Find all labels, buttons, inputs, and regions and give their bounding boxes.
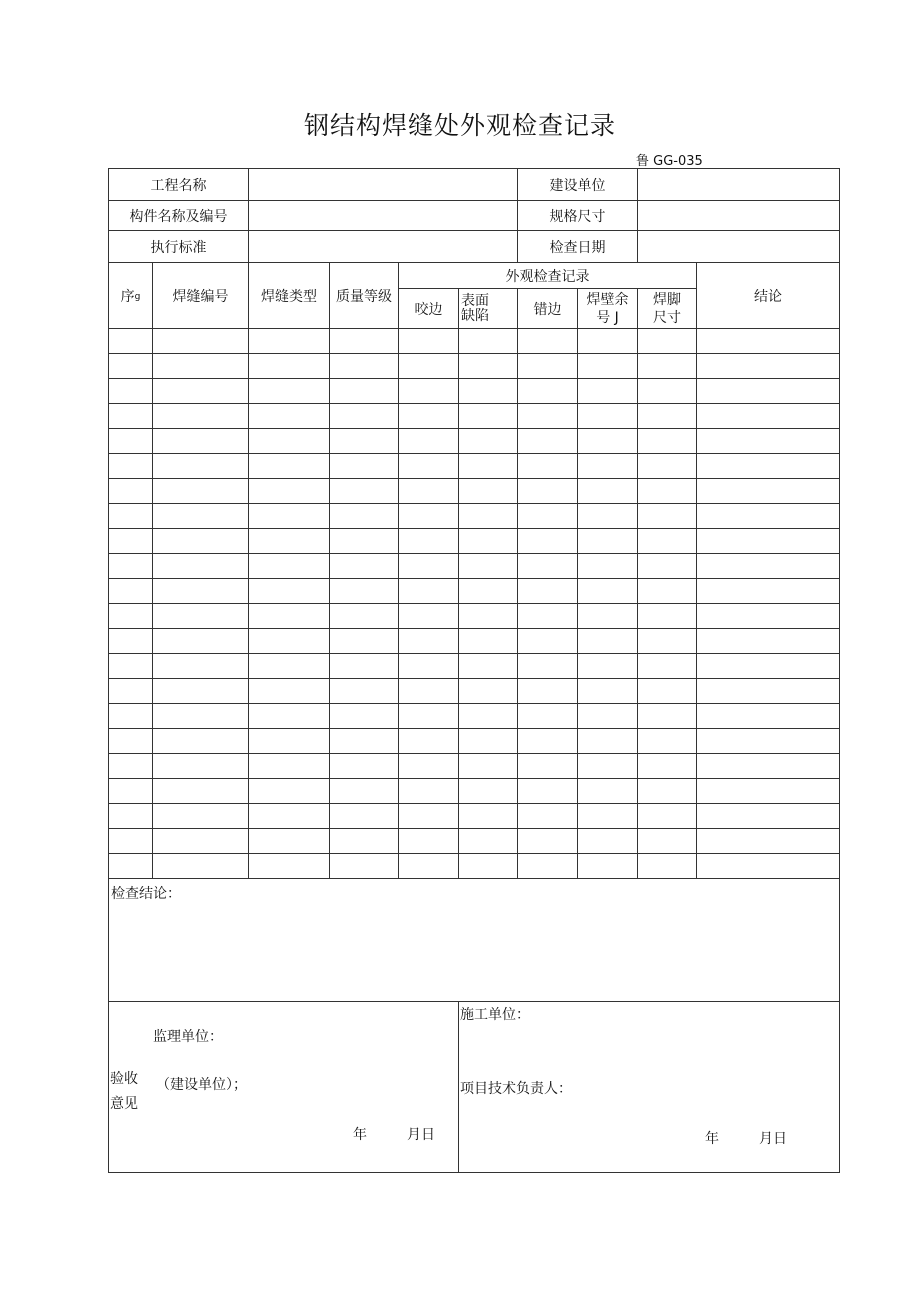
col-misalign: 错边 [518,289,578,329]
table-cell[interactable] [638,629,697,654]
table-cell[interactable] [109,329,153,354]
table-row [109,629,840,654]
right-month-day: 月日 [759,1131,787,1147]
table-cell[interactable] [638,504,697,529]
table-cell[interactable] [399,529,459,554]
table-cell[interactable] [109,379,153,404]
build-unit-label: 建设单位 [518,169,638,201]
table-cell[interactable] [638,529,697,554]
table-cell[interactable] [697,729,840,754]
table-cell[interactable] [518,429,578,454]
conclusion-label: 检查结论： [111,886,181,902]
table-cell[interactable] [459,854,518,879]
table-cell[interactable] [638,354,697,379]
table-cell[interactable] [109,429,153,454]
table-cell[interactable] [578,554,638,579]
table-row [109,804,840,829]
table-cell[interactable] [697,829,840,854]
table-cell[interactable] [249,829,330,854]
table-cell[interactable] [518,729,578,754]
table-cell[interactable] [330,704,399,729]
table-cell[interactable] [578,654,638,679]
table-cell[interactable] [638,754,697,779]
table-cell[interactable] [459,454,518,479]
component-name-label: 构件名称及编号 [109,201,249,231]
table-cell[interactable] [459,729,518,754]
table-cell[interactable] [153,504,249,529]
table-cell[interactable] [638,479,697,504]
table-cell[interactable] [518,479,578,504]
table-cell[interactable] [697,429,840,454]
page-title: 钢结构焊缝处外观检查记录 [303,111,616,140]
form-code: 鲁 GG-035 [636,154,703,169]
table-cell[interactable] [249,804,330,829]
table-row [109,379,840,404]
table-cell[interactable] [518,704,578,729]
table-cell[interactable] [459,529,518,554]
table-cell[interactable] [638,379,697,404]
table-row [109,454,840,479]
table-cell[interactable] [578,529,638,554]
table-cell[interactable] [518,679,578,704]
table-cell[interactable] [578,729,638,754]
table-cell[interactable] [578,454,638,479]
table-cell[interactable] [697,654,840,679]
table-cell[interactable] [330,604,399,629]
table-cell[interactable] [249,629,330,654]
table-cell[interactable] [330,629,399,654]
table-cell[interactable] [399,779,459,804]
table-cell[interactable] [249,454,330,479]
table-cell[interactable] [153,404,249,429]
table-cell[interactable] [697,854,840,879]
table-row [109,329,840,354]
table-row [109,504,840,529]
table-cell[interactable] [518,329,578,354]
table-cell[interactable] [109,479,153,504]
table-cell[interactable] [518,379,578,404]
table-cell[interactable] [399,429,459,454]
table-cell[interactable] [330,729,399,754]
table-cell[interactable] [109,704,153,729]
table-cell[interactable] [109,754,153,779]
table-cell[interactable] [399,479,459,504]
table-cell[interactable] [578,704,638,729]
table-cell[interactable] [578,579,638,604]
table-cell[interactable] [638,604,697,629]
table-cell[interactable] [399,679,459,704]
table-cell[interactable] [399,354,459,379]
table-cell[interactable] [697,804,840,829]
table-cell[interactable] [697,479,840,504]
inspect-date-label: 检查日期 [518,231,638,263]
table-cell[interactable] [399,554,459,579]
col-quality-grade: 质量等级 [330,263,399,329]
table-cell[interactable] [330,654,399,679]
table-cell[interactable] [459,804,518,829]
supervision-label: 监理单位： [153,1029,223,1045]
table-cell[interactable] [153,554,249,579]
component-name-field[interactable] [249,201,518,231]
table-cell[interactable] [518,579,578,604]
table-cell[interactable] [109,604,153,629]
table-row [109,729,840,754]
table-cell[interactable] [399,379,459,404]
table-cell[interactable] [697,529,840,554]
table-cell[interactable] [578,629,638,654]
table-row [109,529,840,554]
table-cell[interactable] [459,829,518,854]
table-cell[interactable] [518,804,578,829]
table-cell[interactable] [459,329,518,354]
table-cell[interactable] [249,379,330,404]
table-cell[interactable] [638,679,697,704]
table-cell[interactable] [638,854,697,879]
table-cell[interactable] [109,454,153,479]
table-cell[interactable] [638,329,697,354]
table-cell[interactable] [459,779,518,804]
build-unit-field[interactable] [638,169,840,201]
table-row [109,704,840,729]
acceptance-label-2: 意见 [110,1096,138,1112]
table-cell[interactable] [578,379,638,404]
table-cell[interactable] [697,379,840,404]
table-row [109,854,840,879]
conclusion-box[interactable] [109,879,840,1002]
table-cell[interactable] [578,504,638,529]
table-cell[interactable] [399,754,459,779]
table-cell[interactable] [153,754,249,779]
table-cell[interactable] [399,604,459,629]
table-cell[interactable] [249,429,330,454]
table-cell[interactable] [249,754,330,779]
right-year: 年 [705,1131,719,1147]
table-cell[interactable] [518,654,578,679]
table-cell[interactable] [518,779,578,804]
table-cell[interactable] [399,729,459,754]
table-cell[interactable] [518,504,578,529]
table-cell[interactable] [459,554,518,579]
table-cell[interactable] [578,854,638,879]
table-row [109,579,840,604]
table-row [109,354,840,379]
table-row [109,829,840,854]
build-unit-paren: （建设单位）； [156,1077,247,1093]
acceptance-label-1: 验收 [110,1071,138,1087]
table-cell[interactable] [638,729,697,754]
table-cell[interactable] [578,329,638,354]
table-cell[interactable] [109,854,153,879]
table-cell[interactable] [638,704,697,729]
table-cell[interactable] [459,579,518,604]
col-surface-defect: 表面 缺陷 [459,289,518,329]
table-cell[interactable] [578,829,638,854]
table-cell[interactable] [399,854,459,879]
table-cell[interactable] [459,479,518,504]
col-conclusion: 结论 [697,263,840,329]
table-cell[interactable] [459,429,518,454]
col-reinforcement: 焊壁余 号 J [578,289,638,329]
table-cell[interactable] [330,354,399,379]
standard-field[interactable] [249,231,518,263]
table-cell[interactable] [249,554,330,579]
table-cell[interactable] [459,379,518,404]
table-cell[interactable] [578,404,638,429]
table-cell[interactable] [330,504,399,529]
table-cell[interactable] [249,404,330,429]
table-cell[interactable] [109,629,153,654]
table-cell[interactable] [399,504,459,529]
table-cell[interactable] [518,854,578,879]
table-cell[interactable] [330,379,399,404]
left-month-day: 月日 [407,1127,435,1143]
table-cell[interactable] [399,829,459,854]
table-cell[interactable] [399,404,459,429]
col-leg-size: 焊脚 尺寸 [638,289,697,329]
table-row [109,554,840,579]
table-cell[interactable] [153,579,249,604]
table-cell[interactable] [697,454,840,479]
table-cell[interactable] [578,754,638,779]
table-cell[interactable] [330,754,399,779]
table-cell[interactable] [153,804,249,829]
table-cell[interactable] [330,679,399,704]
table-cell[interactable] [578,479,638,504]
table-cell[interactable] [459,604,518,629]
table-cell[interactable] [249,604,330,629]
tech-lead-label: 项目技术负责人： [460,1081,572,1097]
table-cell[interactable] [153,854,249,879]
table-cell[interactable] [109,354,153,379]
table-cell[interactable] [153,729,249,754]
table-cell[interactable] [518,629,578,654]
table-cell[interactable] [330,404,399,429]
inspect-date-field[interactable] [638,231,840,263]
table-cell[interactable] [153,379,249,404]
construction-label: 施工单位： [460,1007,530,1023]
table-cell[interactable] [697,779,840,804]
table-cell[interactable] [249,504,330,529]
acceptance-left[interactable] [109,1002,459,1173]
table-cell[interactable] [249,329,330,354]
table-cell[interactable] [399,804,459,829]
table-cell[interactable] [578,354,638,379]
table-cell[interactable] [109,779,153,804]
table-cell[interactable] [518,754,578,779]
table-cell[interactable] [578,429,638,454]
table-row [109,779,840,804]
table-cell[interactable] [249,679,330,704]
table-cell[interactable] [153,629,249,654]
standard-label: 执行标准 [109,231,249,263]
table-cell[interactable] [399,579,459,604]
table-cell[interactable] [518,829,578,854]
table-cell[interactable] [249,579,330,604]
table-cell[interactable] [638,654,697,679]
table-cell[interactable] [518,529,578,554]
table-cell[interactable] [638,579,697,604]
table-cell[interactable] [153,654,249,679]
table-cell[interactable] [518,554,578,579]
table-cell[interactable] [109,804,153,829]
table-cell[interactable] [330,579,399,604]
table-row [109,654,840,679]
project-name-label: 工程名称 [109,169,249,201]
table-cell[interactable] [638,554,697,579]
col-seq: 序g [109,263,153,329]
table-cell[interactable] [518,454,578,479]
table-cell[interactable] [459,354,518,379]
table-cell[interactable] [109,504,153,529]
table-cell[interactable] [697,579,840,604]
table-row [109,604,840,629]
table-cell[interactable] [109,529,153,554]
table-cell[interactable] [697,554,840,579]
table-cell[interactable] [109,829,153,854]
table-cell[interactable] [697,754,840,779]
table-cell[interactable] [399,454,459,479]
table-cell[interactable] [153,829,249,854]
table-cell[interactable] [638,454,697,479]
table-cell[interactable] [399,654,459,679]
table-cell[interactable] [249,354,330,379]
table-cell[interactable] [153,454,249,479]
table-cell[interactable] [153,529,249,554]
table-cell[interactable] [153,779,249,804]
table-cell[interactable] [459,629,518,654]
table-cell[interactable] [697,704,840,729]
table-cell[interactable] [109,404,153,429]
table-cell[interactable] [330,454,399,479]
table-cell[interactable] [109,679,153,704]
inspection-form [108,168,840,1173]
table-cell[interactable] [249,854,330,879]
table-cell[interactable] [518,354,578,379]
table-cell[interactable] [109,654,153,679]
table-cell[interactable] [249,529,330,554]
table-cell[interactable] [330,429,399,454]
table-cell[interactable] [578,604,638,629]
table-cell[interactable] [459,754,518,779]
table-cell[interactable] [459,679,518,704]
table-cell[interactable] [109,554,153,579]
table-row [109,754,840,779]
table-cell[interactable] [330,554,399,579]
table-cell[interactable] [697,404,840,429]
table-cell[interactable] [249,479,330,504]
table-cell[interactable] [330,479,399,504]
table-row [109,679,840,704]
table-cell[interactable] [459,704,518,729]
table-cell[interactable] [638,429,697,454]
table-row [109,404,840,429]
table-row [109,479,840,504]
table-cell[interactable] [249,654,330,679]
table-cell[interactable] [153,604,249,629]
table-cell[interactable] [330,804,399,829]
table-row [109,429,840,454]
table-cell[interactable] [330,329,399,354]
table-cell[interactable] [697,329,840,354]
table-cell[interactable] [459,504,518,529]
table-cell[interactable] [578,679,638,704]
table-cell[interactable] [697,604,840,629]
table-cell[interactable] [459,404,518,429]
table-cell[interactable] [638,779,697,804]
table-cell[interactable] [459,654,518,679]
table-cell[interactable] [249,779,330,804]
table-cell[interactable] [153,354,249,379]
table-cell[interactable] [153,329,249,354]
spec-size-field[interactable] [638,201,840,231]
spec-size-label: 规格尺寸 [518,201,638,231]
table-cell[interactable] [638,829,697,854]
table-cell[interactable] [697,354,840,379]
table-cell[interactable] [518,604,578,629]
table-cell[interactable] [153,479,249,504]
acceptance-right[interactable] [459,1002,840,1173]
project-name-field[interactable] [249,169,518,201]
table-cell[interactable] [109,729,153,754]
table-cell[interactable] [697,504,840,529]
table-cell[interactable] [153,679,249,704]
table-cell[interactable] [330,529,399,554]
col-undercut: 咬边 [399,289,459,329]
col-appearance: 外观检查记录 [399,263,697,289]
table-cell[interactable] [578,804,638,829]
table-cell[interactable] [153,429,249,454]
table-cell[interactable] [330,779,399,804]
table-cell[interactable] [399,704,459,729]
table-cell[interactable] [638,804,697,829]
table-cell[interactable] [330,854,399,879]
table-cell[interactable] [153,704,249,729]
col-weld-type: 焊缝类型 [249,263,330,329]
table-cell[interactable] [399,629,459,654]
table-cell[interactable] [578,779,638,804]
table-cell[interactable] [249,704,330,729]
table-cell[interactable] [330,829,399,854]
table-cell[interactable] [399,329,459,354]
table-cell[interactable] [697,629,840,654]
table-cell[interactable] [638,404,697,429]
table-cell[interactable] [249,729,330,754]
col-weld-no: 焊缝编号 [153,263,249,329]
table-cell[interactable] [109,579,153,604]
table-cell[interactable] [518,404,578,429]
table-cell[interactable] [697,679,840,704]
left-year: 年 [353,1127,367,1143]
